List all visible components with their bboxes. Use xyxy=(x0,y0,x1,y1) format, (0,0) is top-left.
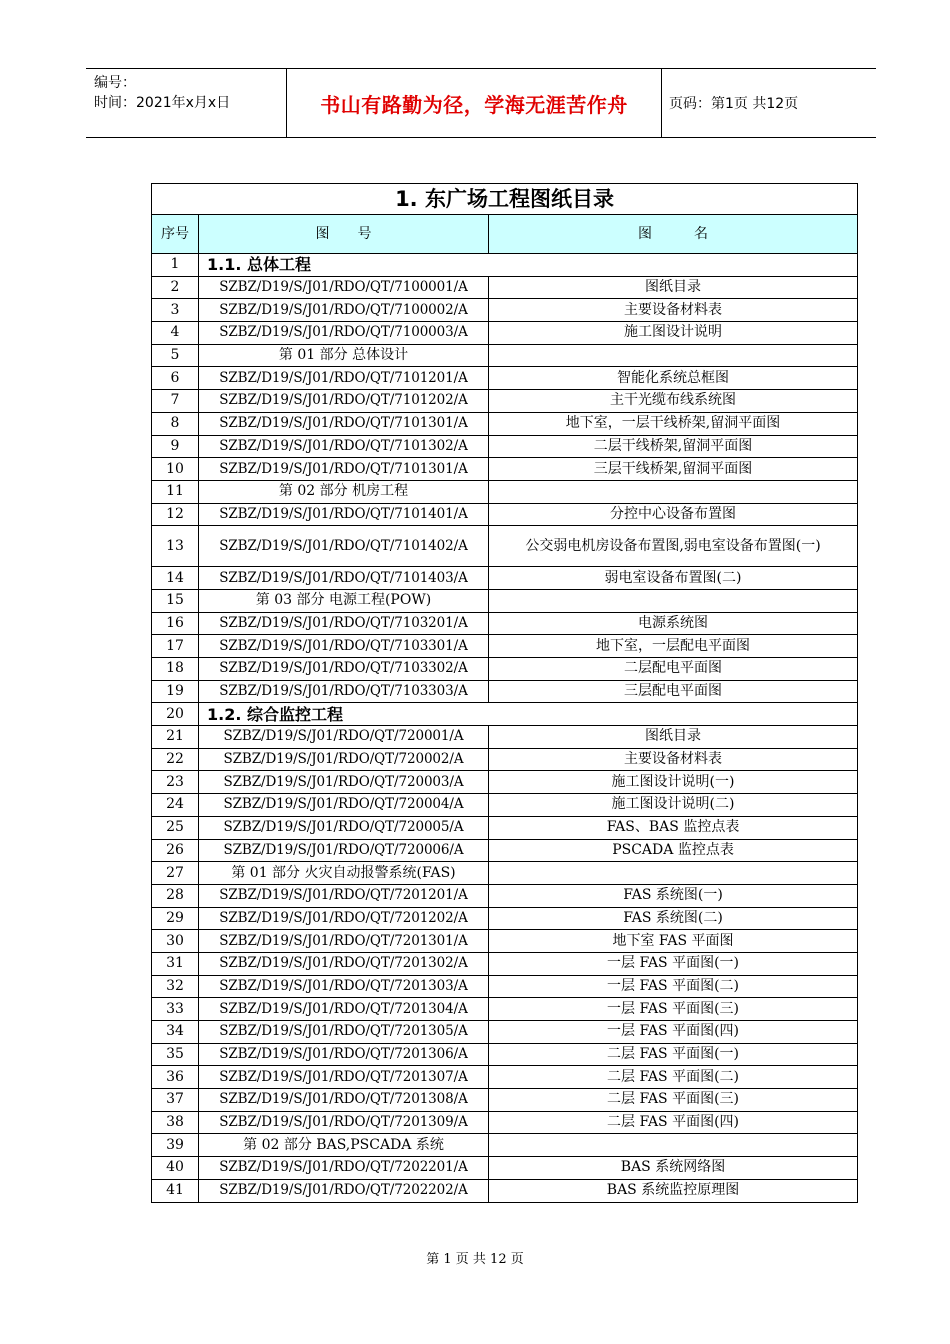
drawing-name: 分控中心设备布置图 xyxy=(489,503,858,526)
drawing-code: SZBZ/D19/S/J01/RDO/QT/7101403/A xyxy=(199,567,489,590)
drawing-code: SZBZ/D19/S/J01/RDO/QT/720004/A xyxy=(199,794,489,817)
empty-name-cell xyxy=(489,862,858,885)
drawing-name: 地下室，一层干线桥架,留洞平面图 xyxy=(489,412,858,435)
row-number: 12 xyxy=(152,503,199,526)
row-number: 36 xyxy=(152,1066,199,1089)
drawing-code: SZBZ/D19/S/J01/RDO/QT/7100001/A xyxy=(199,276,489,299)
drawing-name: 二层 FAS 平面图(四) xyxy=(489,1111,858,1134)
row-number: 40 xyxy=(152,1157,199,1180)
drawing-name: 地下室，一层配电平面图 xyxy=(489,635,858,658)
table-row xyxy=(152,839,858,862)
table-row xyxy=(152,1157,858,1180)
drawing-code: SZBZ/D19/S/J01/RDO/QT/7201301/A xyxy=(199,930,489,953)
drawing-name: 图纸目录 xyxy=(489,726,858,749)
drawing-code: SZBZ/D19/S/J01/RDO/QT/720002/A xyxy=(199,748,489,771)
table-row xyxy=(152,952,858,975)
table-row xyxy=(152,884,858,907)
part-heading: 第 02 部分 BAS,PSCADA 系统 xyxy=(199,1134,489,1157)
table-row xyxy=(152,458,858,481)
row-number: 6 xyxy=(152,367,199,390)
drawing-code: SZBZ/D19/S/J01/RDO/QT/7202201/A xyxy=(199,1157,489,1180)
drawing-code: SZBZ/D19/S/J01/RDO/QT/7201309/A xyxy=(199,1111,489,1134)
drawing-code: SZBZ/D19/S/J01/RDO/QT/720001/A xyxy=(199,726,489,749)
drawing-name: 一层 FAS 平面图(二) xyxy=(489,975,858,998)
row-number: 21 xyxy=(152,726,199,749)
table-row xyxy=(152,612,858,635)
row-number: 19 xyxy=(152,680,199,703)
part-heading: 第 01 部分 总体设计 xyxy=(199,344,489,367)
empty-name-cell xyxy=(489,1134,858,1157)
row-number: 17 xyxy=(152,635,199,658)
row-number: 11 xyxy=(152,480,199,503)
drawing-name: 主要设备材料表 xyxy=(489,299,858,322)
drawing-code: SZBZ/D19/S/J01/RDO/QT/7101302/A xyxy=(199,435,489,458)
drawing-name: 智能化系统总框图 xyxy=(489,367,858,390)
drawing-name: 图纸目录 xyxy=(489,276,858,299)
table-row xyxy=(152,567,858,590)
drawing-name: 一层 FAS 平面图(四) xyxy=(489,1021,858,1044)
row-number: 33 xyxy=(152,998,199,1021)
drawing-name: PSCADA 监控点表 xyxy=(489,839,858,862)
table-row xyxy=(152,680,858,703)
drawing-name: 主干光缆布线系统图 xyxy=(489,390,858,413)
row-number: 26 xyxy=(152,839,199,862)
section-heading: 1.1. 总体工程 xyxy=(199,254,858,277)
row-number: 34 xyxy=(152,1021,199,1044)
drawing-code: SZBZ/D19/S/J01/RDO/QT/7100003/A xyxy=(199,322,489,345)
table-row xyxy=(152,1111,858,1134)
drawing-name: 电源系统图 xyxy=(489,612,858,635)
table-row xyxy=(152,771,858,794)
part-heading: 第 02 部分 机房工程 xyxy=(199,480,489,503)
table-row xyxy=(152,480,858,503)
row-number: 39 xyxy=(152,1134,199,1157)
table-row xyxy=(152,862,858,885)
drawing-code: SZBZ/D19/S/J01/RDO/QT/720003/A xyxy=(199,771,489,794)
table-row xyxy=(152,930,858,953)
document-time-label: 时间：2021年x月x日 xyxy=(94,95,231,111)
drawing-catalog-table xyxy=(151,183,858,1203)
row-number: 28 xyxy=(152,884,199,907)
drawing-name: 地下室 FAS 平面图 xyxy=(489,930,858,953)
table-row xyxy=(152,1043,858,1066)
table-row xyxy=(152,975,858,998)
page-header xyxy=(86,68,876,138)
table-row xyxy=(152,435,858,458)
row-number: 2 xyxy=(152,276,199,299)
drawing-code: SZBZ/D19/S/J01/RDO/QT/7101402/A xyxy=(199,526,489,567)
row-number: 20 xyxy=(152,703,199,726)
row-number: 10 xyxy=(152,458,199,481)
table-row xyxy=(152,367,858,390)
drawing-code: SZBZ/D19/S/J01/RDO/QT/7201201/A xyxy=(199,884,489,907)
row-number: 32 xyxy=(152,975,199,998)
table-row xyxy=(152,703,858,726)
table-row xyxy=(152,299,858,322)
table-row xyxy=(152,1179,858,1202)
drawing-name: 二层 FAS 平面图(三) xyxy=(489,1089,858,1112)
column-header-name: 图 名 xyxy=(489,215,858,254)
column-header-no: 序号 xyxy=(152,215,199,254)
drawing-code: SZBZ/D19/S/J01/RDO/QT/7201305/A xyxy=(199,1021,489,1044)
row-number: 27 xyxy=(152,862,199,885)
drawing-code: SZBZ/D19/S/J01/RDO/QT/720006/A xyxy=(199,839,489,862)
drawing-name: 施工图设计说明 xyxy=(489,322,858,345)
row-number: 25 xyxy=(152,816,199,839)
drawing-name: 弱电室设备布置图(二) xyxy=(489,567,858,590)
document-number-label: 编号： xyxy=(94,75,136,91)
drawing-name: FAS 系统图(一) xyxy=(489,884,858,907)
drawing-name: 二层 FAS 平面图(一) xyxy=(489,1043,858,1066)
column-header-code: 图 号 xyxy=(199,215,489,254)
drawing-name: BAS 系统监控原理图 xyxy=(489,1179,858,1202)
empty-name-cell xyxy=(489,344,858,367)
table-row xyxy=(152,907,858,930)
drawing-name: 一层 FAS 平面图(三) xyxy=(489,998,858,1021)
drawing-name: FAS 系统图(二) xyxy=(489,907,858,930)
drawing-code: SZBZ/D19/S/J01/RDO/QT/7202202/A xyxy=(199,1179,489,1202)
page-footer: 第 1 页 共 12 页 xyxy=(426,1252,524,1267)
row-number: 9 xyxy=(152,435,199,458)
table-row xyxy=(152,503,858,526)
row-number: 29 xyxy=(152,907,199,930)
table-row xyxy=(152,276,858,299)
table-row xyxy=(152,526,858,567)
part-heading: 第 01 部分 火灾自动报警系统(FAS) xyxy=(199,862,489,885)
table-row xyxy=(152,998,858,1021)
row-number: 7 xyxy=(152,390,199,413)
drawing-code: SZBZ/D19/S/J01/RDO/QT/720005/A xyxy=(199,816,489,839)
drawing-name: 三层配电平面图 xyxy=(489,680,858,703)
drawing-code: SZBZ/D19/S/J01/RDO/QT/7101201/A xyxy=(199,367,489,390)
table-row xyxy=(152,1089,858,1112)
row-number: 4 xyxy=(152,322,199,345)
drawing-code: SZBZ/D19/S/J01/RDO/QT/7101202/A xyxy=(199,390,489,413)
drawing-code: SZBZ/D19/S/J01/RDO/QT/7100002/A xyxy=(199,299,489,322)
row-number: 5 xyxy=(152,344,199,367)
section-heading: 1.2. 综合监控工程 xyxy=(199,703,858,726)
drawing-code: SZBZ/D19/S/J01/RDO/QT/7201306/A xyxy=(199,1043,489,1066)
row-number: 1 xyxy=(152,254,199,277)
header-meta xyxy=(86,69,286,137)
drawing-code: SZBZ/D19/S/J01/RDO/QT/7201307/A xyxy=(199,1066,489,1089)
table-row xyxy=(152,1066,858,1089)
table-row xyxy=(152,412,858,435)
table-row xyxy=(152,322,858,345)
row-number: 15 xyxy=(152,589,199,612)
row-number: 30 xyxy=(152,930,199,953)
row-number: 23 xyxy=(152,771,199,794)
drawing-name: 一层 FAS 平面图(一) xyxy=(489,952,858,975)
part-heading: 第 03 部分 电源工程(POW) xyxy=(199,589,489,612)
empty-name-cell xyxy=(489,589,858,612)
row-number: 35 xyxy=(152,1043,199,1066)
table-row xyxy=(152,344,858,367)
catalog-body xyxy=(152,184,858,1203)
table-row xyxy=(152,254,858,277)
drawing-code: SZBZ/D19/S/J01/RDO/QT/7101401/A xyxy=(199,503,489,526)
drawing-name: 二层 FAS 平面图(二) xyxy=(489,1066,858,1089)
column-header-row xyxy=(152,215,858,254)
drawing-code: SZBZ/D19/S/J01/RDO/QT/7201202/A xyxy=(199,907,489,930)
drawing-code: SZBZ/D19/S/J01/RDO/QT/7201304/A xyxy=(199,998,489,1021)
drawing-code: SZBZ/D19/S/J01/RDO/QT/7101301/A xyxy=(199,458,489,481)
row-number: 8 xyxy=(152,412,199,435)
table-row xyxy=(152,748,858,771)
row-number: 3 xyxy=(152,299,199,322)
drawing-code: SZBZ/D19/S/J01/RDO/QT/7201308/A xyxy=(199,1089,489,1112)
drawing-code: SZBZ/D19/S/J01/RDO/QT/7201303/A xyxy=(199,975,489,998)
row-number: 16 xyxy=(152,612,199,635)
empty-name-cell xyxy=(489,480,858,503)
drawing-code: SZBZ/D19/S/J01/RDO/QT/7201302/A xyxy=(199,952,489,975)
table-row xyxy=(152,816,858,839)
table-row xyxy=(152,635,858,658)
table-row xyxy=(152,1021,858,1044)
drawing-name: 二层干线桥架,留洞平面图 xyxy=(489,435,858,458)
table-row xyxy=(152,726,858,749)
table-title: 1. 东广场工程图纸目录 xyxy=(152,184,858,215)
drawing-code: SZBZ/D19/S/J01/RDO/QT/7103201/A xyxy=(199,612,489,635)
row-number: 14 xyxy=(152,567,199,590)
table-row xyxy=(152,794,858,817)
drawing-name: 施工图设计说明(一) xyxy=(489,771,858,794)
drawing-name: 主要设备材料表 xyxy=(489,748,858,771)
table-row xyxy=(152,390,858,413)
row-number: 38 xyxy=(152,1111,199,1134)
row-number: 41 xyxy=(152,1179,199,1202)
row-number: 18 xyxy=(152,658,199,681)
row-number: 31 xyxy=(152,952,199,975)
drawing-code: SZBZ/D19/S/J01/RDO/QT/7101301/A xyxy=(199,412,489,435)
row-number: 37 xyxy=(152,1089,199,1112)
table-row xyxy=(152,1134,858,1157)
table-row xyxy=(152,589,858,612)
drawing-code: SZBZ/D19/S/J01/RDO/QT/7103302/A xyxy=(199,658,489,681)
drawing-code: SZBZ/D19/S/J01/RDO/QT/7103301/A xyxy=(199,635,489,658)
table-row xyxy=(152,658,858,681)
header-motto: 书山有路勤为径，学海无涯苦作舟 xyxy=(286,69,662,137)
header-page-info: 页码：第1页 共12页 xyxy=(669,96,799,112)
drawing-name: 三层干线桥架,留洞平面图 xyxy=(489,458,858,481)
drawing-name: 二层配电平面图 xyxy=(489,658,858,681)
row-number: 13 xyxy=(152,526,199,567)
drawing-name: 施工图设计说明(二) xyxy=(489,794,858,817)
table-title-row xyxy=(152,184,858,215)
drawing-name: 公交弱电机房设备布置图,弱电室设备布置图(一) xyxy=(489,526,858,567)
row-number: 24 xyxy=(152,794,199,817)
drawing-name: FAS、BAS 监控点表 xyxy=(489,816,858,839)
drawing-name: BAS 系统网络图 xyxy=(489,1157,858,1180)
row-number: 22 xyxy=(152,748,199,771)
drawing-code: SZBZ/D19/S/J01/RDO/QT/7103303/A xyxy=(199,680,489,703)
